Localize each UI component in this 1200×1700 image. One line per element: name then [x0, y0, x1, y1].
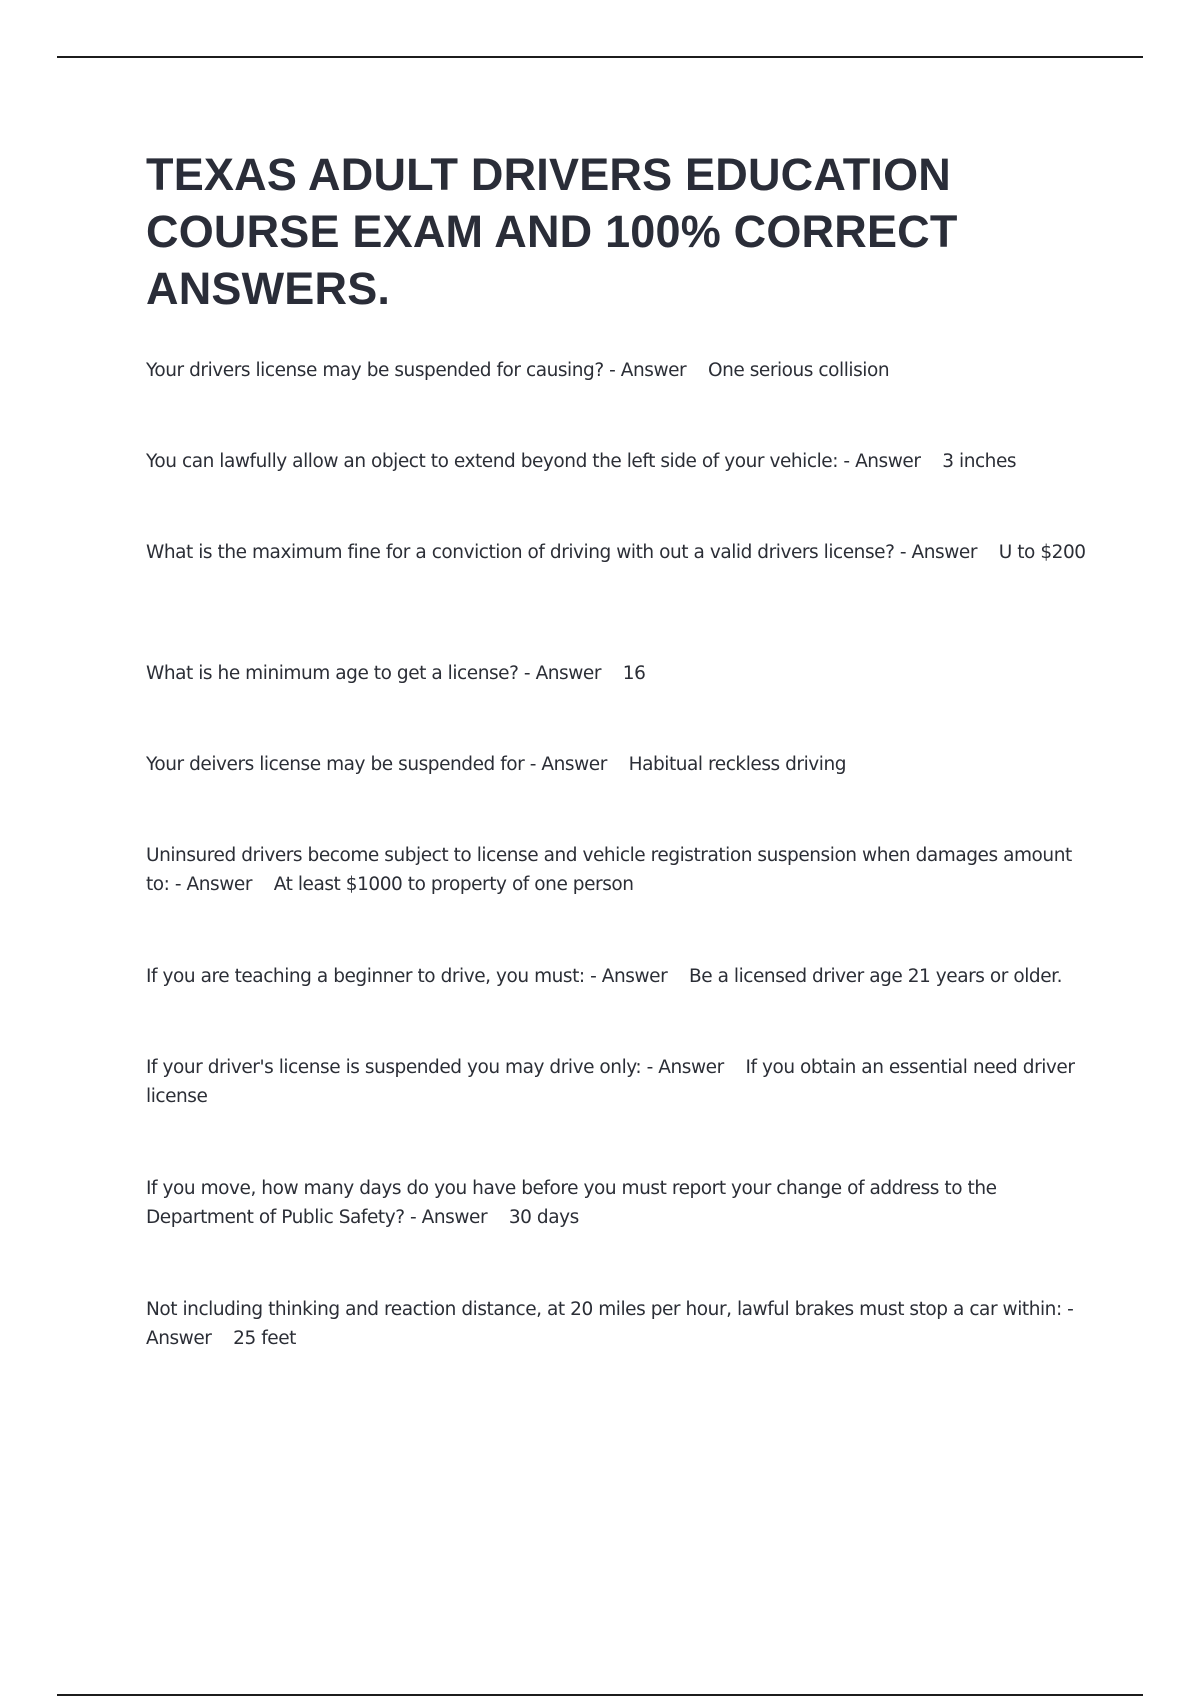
question-text: What is the maximum fine for a conviction of driving with out a valid drivers license? — [146, 542, 895, 563]
question-item — [146, 538, 1086, 567]
answer-text: U to $200 — [998, 542, 1086, 563]
question-text: If you are teaching a beginner to drive, you must: — [146, 966, 585, 987]
answer-text: 3 inches — [942, 451, 1017, 472]
question-text: Uninsured drivers become subject to license and vehicle registration suspension when damages amount to: — [146, 845, 1072, 895]
question-text: What is he minimum age to get a license? — [146, 663, 519, 684]
question-item — [146, 841, 1086, 899]
answer-text: 30 days — [508, 1207, 579, 1228]
question-item — [146, 1295, 1086, 1353]
answer-marker: - Answer — [584, 966, 668, 987]
question-item — [146, 1174, 1086, 1232]
answer-marker: - Answer — [146, 1299, 1074, 1349]
bottom-divider — [57, 1694, 1143, 1696]
answer-marker: - Answer — [894, 542, 977, 563]
answer-marker: - Answer — [837, 451, 921, 472]
answer-text: Habitual reckless driving — [628, 754, 847, 775]
question-text: Your drivers license may be suspended for causing? — [146, 360, 604, 381]
question-item — [146, 447, 1016, 476]
answer-text: Be a licensed driver age 21 years or older. — [688, 966, 1063, 987]
answer-marker: - Answer — [641, 1057, 724, 1078]
answer-text: One serious collision — [707, 360, 890, 381]
document-title: TEXAS ADULT DRIVERS EDUCATION COURSE EXAM AND 100% CORRECT ANSWERS. — [146, 149, 958, 314]
answer-marker: - Answer — [524, 754, 607, 775]
question-item — [146, 659, 645, 688]
question-item — [146, 356, 889, 385]
question-text: Not including thinking and reaction distance, at 20 miles per hour, lawful brakes must stop a car within: — [146, 1299, 1062, 1320]
question-text: If your driver's license is suspended you may drive only: — [146, 1057, 642, 1078]
answer-text: At least $1000 to property of one person — [273, 874, 634, 895]
answer-marker: - Answer — [603, 360, 687, 381]
answer-marker: - Answer — [518, 663, 602, 684]
answer-marker: - Answer — [404, 1207, 488, 1228]
question-item — [146, 750, 846, 779]
question-text: Your deivers license may be suspended for — [146, 754, 525, 775]
answer-marker: - Answer — [169, 874, 252, 895]
answer-text: If you obtain an essential need driver license — [146, 1057, 1075, 1107]
question-text: If you move, how many days do you have before you must report your change of address to the Department of Public Safety? — [146, 1178, 997, 1228]
answer-text: 25 feet — [233, 1328, 296, 1349]
question-item — [146, 1053, 1086, 1111]
top-divider — [57, 56, 1143, 58]
question-item — [146, 962, 1062, 991]
answer-text: 16 — [622, 663, 646, 684]
question-text: You can lawfully allow an object to extend beyond the left side of your vehicle: — [146, 451, 838, 472]
